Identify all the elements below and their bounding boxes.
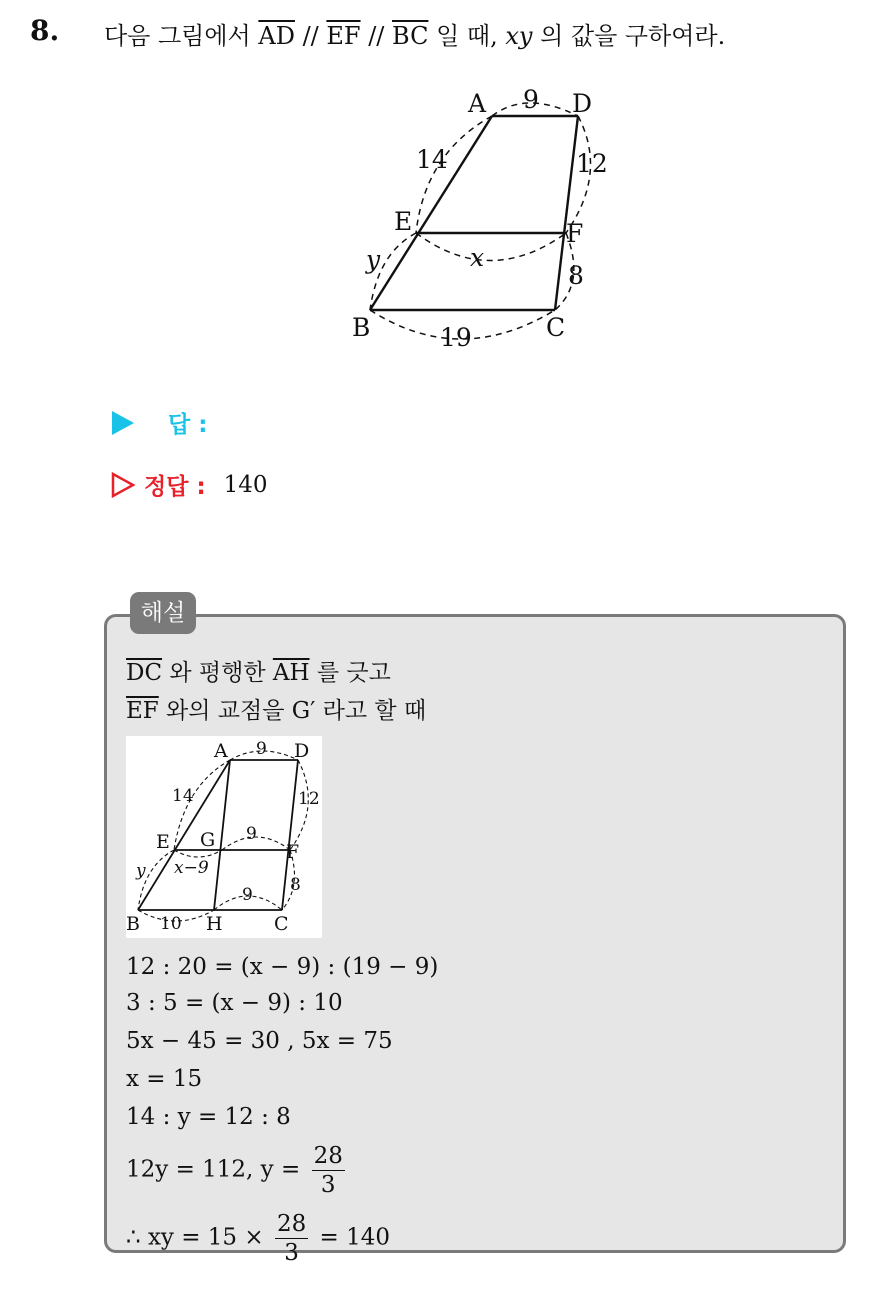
vertex-d-label: D xyxy=(572,89,593,118)
segment-ad: $\overline{AD}$ xyxy=(258,22,295,50)
vertex-a-label: A xyxy=(468,89,487,118)
solution-tag: 해설 xyxy=(130,592,196,634)
solution-figure xyxy=(126,736,322,938)
answer-label: 답 : xyxy=(168,412,208,438)
length-bc-label: 19 xyxy=(440,323,472,352)
fraction-denominator: 3 xyxy=(320,1172,336,1198)
length-hc-label: 9 xyxy=(242,885,253,905)
question-text-post: 의 값을 구하여라. xyxy=(532,22,726,50)
equation-2: 3 : 5 = (x − 9) : 10 xyxy=(126,990,343,1016)
vertex-b-label: B xyxy=(352,313,371,342)
correct-answer-value: 140 xyxy=(223,471,268,498)
vertex-e-label: E xyxy=(394,207,413,236)
length-df-label: 12 xyxy=(298,789,320,809)
equation-3: 5x − 45 = 30 , 5x = 75 xyxy=(126,1028,393,1054)
length-ae-label: 14 xyxy=(416,145,448,174)
segment-ef: $\overline{EF}$ xyxy=(326,22,361,50)
length-fc-label: 8 xyxy=(290,875,301,895)
question-text xyxy=(104,16,725,51)
length-fc-label: 8 xyxy=(568,261,584,290)
fraction-numerator: 28 xyxy=(276,1211,307,1237)
question-variable: xy xyxy=(505,22,533,50)
length-df-label: 12 xyxy=(576,149,608,178)
length-gf-label: 9 xyxy=(246,824,257,844)
solution-line-2-text: 와의 교점을 G′ 라고 할 때 xyxy=(158,698,427,724)
question-text-pre: 다음 그림에서 xyxy=(104,22,259,50)
vertex-d-label: D xyxy=(294,740,310,762)
solution-line-2 xyxy=(126,692,426,725)
length-eb-label: y xyxy=(366,245,381,274)
question-text-mid: 일 때, xyxy=(428,22,506,50)
equation-6 xyxy=(126,1142,349,1199)
vertex-c-label: C xyxy=(274,913,289,935)
vertex-c-label: C xyxy=(546,313,566,342)
parallel-sign: // xyxy=(294,22,327,50)
equation-1: 12 : 20 = (x − 9) : (19 − 9) xyxy=(126,954,439,980)
equation-4: x = 15 xyxy=(126,1066,203,1092)
solution-line-1 xyxy=(126,654,391,687)
vertex-a-label: A xyxy=(214,740,228,762)
equation-7 xyxy=(126,1210,390,1267)
equation-5: 14 : y = 12 : 8 xyxy=(126,1104,291,1130)
segment-dc: $\overline{DC}$ xyxy=(126,660,163,686)
fraction xyxy=(312,1142,345,1199)
parallel-sign: // xyxy=(360,22,392,50)
segment-ah: $\overline{AH}$ xyxy=(272,660,310,686)
vertex-e-label: E xyxy=(156,831,170,853)
fraction-denominator: 3 xyxy=(284,1240,299,1266)
outline-arrow-icon xyxy=(110,471,136,499)
equation-6-text: 12y = 112, y = xyxy=(126,1156,308,1183)
answer-row xyxy=(110,406,207,439)
vertex-b-label: B xyxy=(126,913,140,935)
correct-answer-row xyxy=(110,468,268,501)
length-eb-label: y xyxy=(136,861,146,881)
vertex-g-label: G xyxy=(200,829,216,851)
length-ad-label: 9 xyxy=(523,85,539,114)
question-number: 8. xyxy=(30,14,60,47)
equation-7-result: = 140 xyxy=(312,1224,391,1251)
length-eg-label: x−9 xyxy=(174,858,209,878)
vertex-f-label: F xyxy=(566,219,584,248)
length-ae-label: 14 xyxy=(172,786,194,806)
equation-7-text: ∴ xy = 15 × xyxy=(126,1224,271,1251)
length-bh-label: 10 xyxy=(160,914,182,934)
length-ef-label: x xyxy=(470,243,485,272)
correct-answer-label: 정답 : xyxy=(144,474,206,500)
vertex-f-label: F xyxy=(286,841,300,863)
solution-line-1-text: 와 평행한 xyxy=(162,660,273,686)
length-ad-label: 9 xyxy=(256,739,267,759)
segment-ef: $\overline{EF}$ xyxy=(126,698,159,724)
fraction xyxy=(275,1210,308,1267)
segment-bc: $\overline{BC}$ xyxy=(392,22,429,50)
solution-line-1-text2: 를 긋고 xyxy=(309,660,391,686)
fraction-numerator: 28 xyxy=(313,1143,343,1169)
vertex-h-label: H xyxy=(206,913,223,935)
play-arrow-icon xyxy=(110,409,136,437)
trapezoid-figure xyxy=(330,78,620,358)
